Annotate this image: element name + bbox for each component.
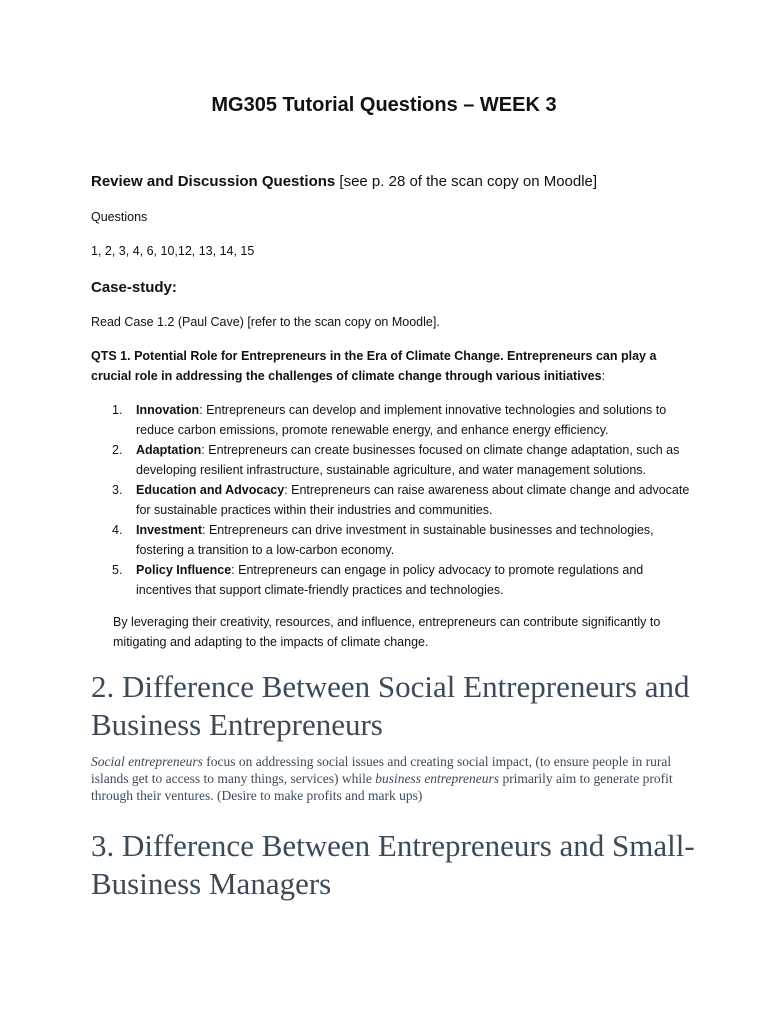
section2-text-2: primarily aim to generate profit through their ventures. (Desire to make profits and mark ups) [91, 771, 673, 803]
list-item-number: 3. [112, 483, 123, 497]
list-item-term: Innovation [136, 403, 200, 417]
list-item-desc: : Entrepreneurs can engage in policy advocacy to promote regulations and incentives that support climate-friendly practices and technologies. [136, 563, 644, 597]
questions-list: 1, 2, 3, 4, 6, 10,12, 13, 14, 15 [91, 244, 255, 258]
list-item [91, 400, 691, 440]
qts1-bold-text: QTS 1. Potential Role for Entrepreneurs in the Era of Climate Change. Entrepreneurs can play a crucial role in addressing the challenges of climate change through various initiatives [91, 349, 657, 383]
section2-paragraph [91, 753, 691, 804]
list-item-desc: : Entrepreneurs can drive investment in sustainable businesses and technologies, fostering a transition to a low-carbon economy. [136, 523, 654, 557]
questions-label: Questions [91, 210, 148, 224]
read-case-text: Read Case 1.2 (Paul Cave) [refer to the scan copy on Moodle]. [91, 315, 440, 329]
list-item-desc: : Entrepreneurs can develop and implement innovative technologies and solutions to reduce carbon emissions, promote renewable energy, and enhance energy efficiency. [136, 403, 667, 437]
list-item-desc: : Entrepreneurs can raise awareness about climate change and advocate for sustainable practices within their industries and communities. [136, 483, 690, 517]
case-study-heading: Case-study: [91, 279, 177, 296]
document-title: MG305 Tutorial Questions – WEEK 3 [211, 94, 557, 116]
initiatives-list [91, 400, 691, 600]
section2-heading: 2. Difference Between Social Entrepreneurs and Business Entrepreneurs [91, 669, 690, 742]
list-item [91, 520, 691, 560]
list-item-number: 5. [112, 563, 123, 577]
section2-italic-social: Social entrepreneurs [91, 754, 203, 769]
review-heading: Review and Discussion Questions [91, 173, 336, 190]
list-item-term: Policy Influence [136, 563, 232, 577]
review-note: [see p. 28 of the scan copy on Moodle] [335, 173, 598, 190]
section3-heading: 3. Difference Between Entrepreneurs and Small-Business Managers [91, 828, 695, 901]
section2-text-1: focus on addressing social issues and creating social impact, (to ensure people in rural islands get to access to many things, services) while [91, 754, 672, 786]
qts1-tail: : [601, 369, 606, 383]
list-item-term: Adaptation [136, 443, 202, 457]
leverage-paragraph: By leveraging their creativity, resources, and influence, entrepreneurs can contribute significantly to mitigating and adapting to the impacts of climate change. [113, 615, 661, 649]
list-item-term: Investment [136, 523, 202, 537]
qts1-paragraph [91, 346, 681, 386]
list-item-desc: : Entrepreneurs can create businesses focused on climate change adaptation, such as developing resilient infrastructure, sustainable agriculture, and water management solutions. [136, 443, 680, 477]
list-item [91, 560, 691, 600]
list-item [91, 480, 691, 520]
list-item-number: 4. [112, 523, 123, 537]
list-item-term: Education and Advocacy [136, 483, 285, 497]
list-item-number: 1. [112, 403, 123, 417]
review-questions-line [91, 173, 597, 190]
list-item-number: 2. [112, 443, 123, 457]
list-item [91, 440, 691, 480]
section2-italic-business: business entrepreneurs [375, 771, 500, 786]
